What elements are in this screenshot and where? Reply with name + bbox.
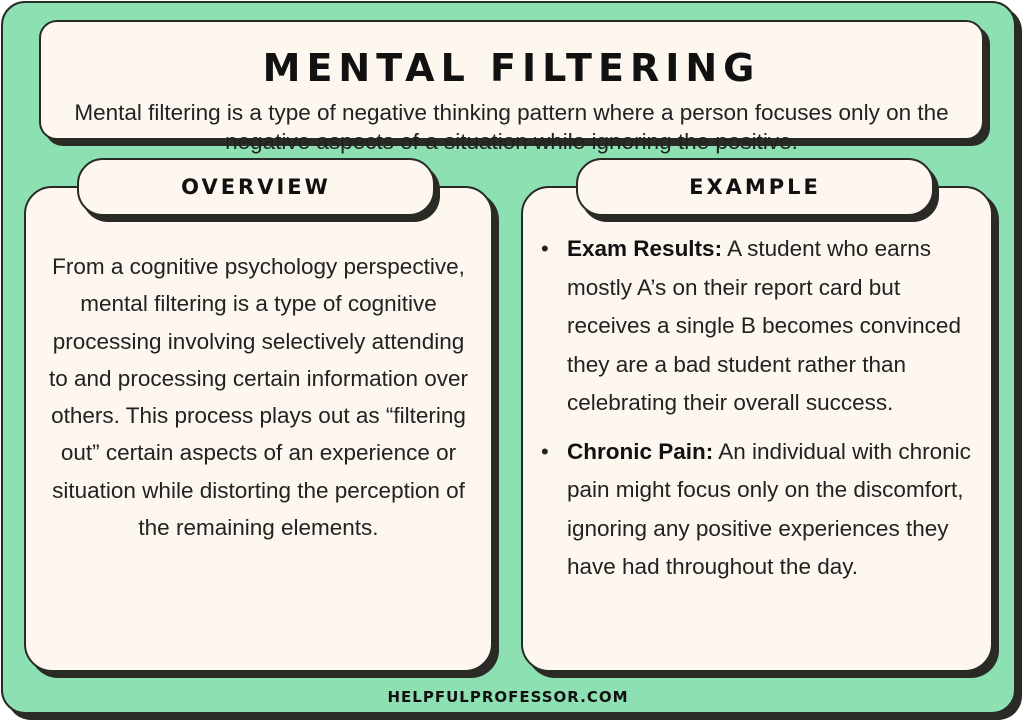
page-title: MENTAL FILTERING — [262, 46, 761, 90]
example-text: A student who earns mostly A’s on their report card but receives a single B becomes convinced they are a bad student rather than celebrating their overall success. — [567, 236, 961, 415]
overview-heading-tab — [77, 158, 435, 216]
example-list — [539, 230, 975, 597]
example-label: Chronic Pain: — [567, 438, 714, 464]
example-panel — [521, 186, 993, 672]
site-footer: HELPFULPROFESSOR.COM — [387, 688, 629, 706]
title-card — [39, 20, 984, 154]
overview-heading: OVERVIEW — [181, 175, 331, 199]
example-label: Exam Results: — [567, 236, 723, 261]
overview-panel — [24, 186, 493, 672]
bullet-icon: • — [541, 438, 549, 464]
bullet-icon: • — [541, 236, 549, 261]
definition-text: Mental filtering is a type of negative thinking pattern where a person focuses only on the negative aspects of a situation while ignoring the positive. — [74, 100, 949, 154]
list-item — [539, 433, 975, 587]
overview-text: From a cognitive psychology perspective, mental filtering is a type of cognitive processing involving selectively attending to and processing certain information over others. This process plays out as “filtering out” certain aspects of an experience or situation while distorting the perception of the remaining elements. — [49, 254, 468, 541]
example-text: An individual with chronic pain might focus only on the discomfort, ignoring any positive experiences they have had throughout the day. — [567, 438, 971, 579]
list-item — [539, 230, 975, 423]
example-heading-tab — [576, 158, 934, 216]
example-heading: EXAMPLE — [689, 175, 821, 199]
